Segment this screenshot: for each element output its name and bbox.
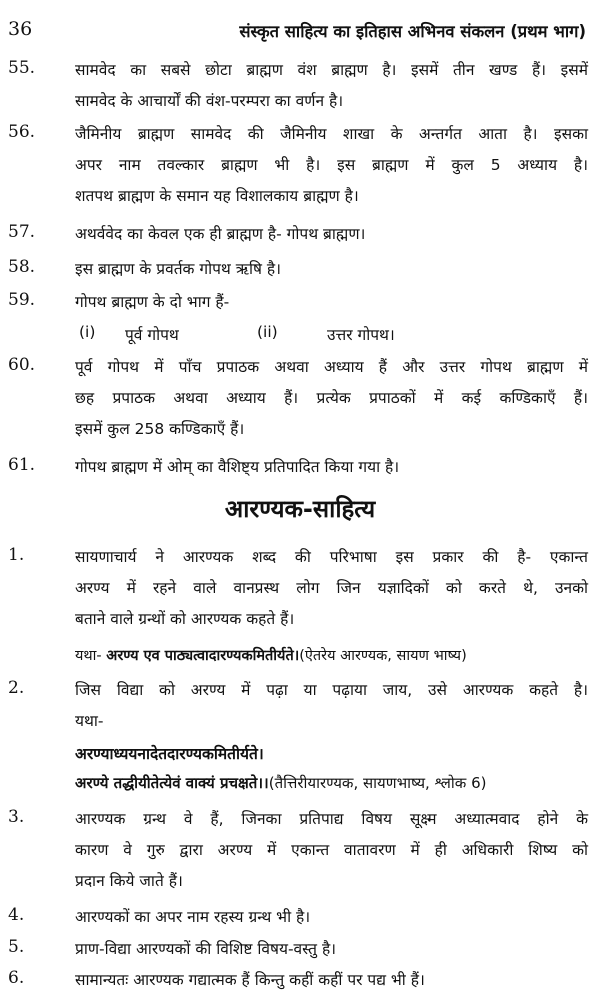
quote-prefix: यथा- bbox=[75, 648, 107, 664]
item-text-line: प्राण-विद्या आरण्यकों की विशिष्ट विषय-वस्तु है। bbox=[75, 940, 337, 958]
quote-reference: (ऐतरेय आरण्यक, सायण भाष्य) bbox=[299, 648, 467, 664]
running-title: संस्कृत साहित्य का इतिहास अभिनव संकलन (प्रथम भाग) bbox=[239, 22, 586, 41]
item-number: 59. bbox=[8, 290, 36, 310]
item-text-line: आरण्यकों का अपर नाम रहस्य ग्रन्थ भी है। bbox=[75, 908, 311, 926]
item-number: 58. bbox=[8, 257, 36, 277]
item-text-line: प्रदान किये जाते हैं। bbox=[75, 872, 183, 890]
part-text-ii: उत्तर गोपथ। bbox=[327, 326, 395, 344]
item-number: 3. bbox=[8, 807, 25, 827]
item-number: 60. bbox=[8, 355, 36, 375]
quote-line bbox=[75, 645, 467, 665]
quote-sanskrit: अरण्य एव पाठ्यत्वादारण्यकमितीर्यते। bbox=[106, 648, 300, 664]
item-text-line: अथर्ववेद का केवल एक ही ब्राह्मण है- गोपथ ब्राह्मण। bbox=[75, 225, 366, 243]
item-text-line: सामान्यतः आरण्यक गद्यात्मक हैं किन्तु कहीं कहीं पर पद्य भी हैं। bbox=[75, 971, 425, 989]
item-text-line: गोपथ ब्राह्मण में ओम् का वैशिष्ट्य प्रतिपादित किया गया है। bbox=[75, 458, 400, 476]
item-number: 4. bbox=[8, 905, 25, 925]
verse-reference: (तैत्तिरीयारण्यक, सायणभाष्य, श्लोक 6) bbox=[268, 774, 487, 792]
item-text-line: गोपथ ब्राह्मण के दो भाग हैं- bbox=[75, 293, 230, 311]
item-text-line: पूर्व गोपथ में पाँच प्रपाठक अथवा अध्याय हैं और उत्तर गोपथ ब्राह्मण में bbox=[75, 358, 588, 376]
verse-text-2: अरण्ये तद्धीयीतेत्येवं वाक्यं प्रचक्षते।। bbox=[75, 774, 269, 792]
item-text-line: कारण वे गुरु द्वारा अरण्य में एकान्त वातावरण में ही अधिकारी शिष्य को bbox=[75, 841, 588, 859]
item-text-line: आरण्यक ग्रन्थ वे हैं, जिनका प्रतिपाद्य विषय सूक्ष्म अध्यात्मवाद होने के bbox=[75, 810, 588, 828]
item-number: 5. bbox=[8, 937, 25, 957]
part-label-ii: (ii) bbox=[257, 323, 278, 341]
item-number: 56. bbox=[8, 122, 36, 142]
item-text-line: सामवेद का सबसे छोटा ब्राह्मण वंश ब्राह्मण है। इसमें तीन खण्ड हैं। इसमें bbox=[75, 61, 588, 79]
item-number: 57. bbox=[8, 222, 36, 242]
item-text-line: अपर नाम तवल्कार ब्राह्मण भी है। इस ब्राह्मण में कुल 5 अध्याय है। bbox=[75, 156, 588, 174]
item-text-line: इस ब्राह्मण के प्रवर्तक गोपथ ऋषि है। bbox=[75, 260, 281, 278]
item-text-line: यथा- bbox=[75, 712, 104, 730]
item-number: 1. bbox=[8, 545, 25, 565]
item-text-line: छह प्रपाठक अथवा अध्याय हैं। प्रत्येक प्रपाठकों में कई कण्डिकाएँ हैं। bbox=[75, 389, 588, 407]
item-text-line: जैमिनीय ब्राह्मण सामवेद की जैमिनीय शाखा के अन्तर्गत आता है। इसका bbox=[75, 125, 588, 143]
item-number: 61. bbox=[8, 455, 36, 475]
verse-line-1: अरण्याध्ययनादेतदारण्यकमितीर्यते। bbox=[75, 745, 264, 763]
item-text-line: शतपथ ब्राह्मण के समान यह विशालकाय ब्राह्मण है। bbox=[75, 187, 359, 205]
item-text-line: अरण्य में रहने वाले वानप्रस्थ लोग जिन यज्ञादिकों को करते थे, उनको bbox=[75, 579, 588, 597]
page-header bbox=[0, 18, 600, 48]
item-number: 6. bbox=[8, 968, 25, 988]
item-text-line: जिस विद्या को अरण्य में पढ़ा या पढ़ाया जाय, उसे आरण्यक कहते है। bbox=[75, 681, 588, 699]
item-number: 2. bbox=[8, 678, 25, 698]
part-label-i: (i) bbox=[79, 323, 96, 341]
item-text-line: सामवेद के आचार्यों की वंश-परम्परा का वर्णन है। bbox=[75, 92, 344, 110]
item-number: 55. bbox=[8, 58, 36, 78]
item-text-line: सायणाचार्य ने आरण्यक शब्द की परिभाषा इस प्रकार की है- एकान्त bbox=[75, 548, 588, 566]
part-text-i: पूर्व गोपथ bbox=[125, 326, 179, 344]
item-text-line: इसमें कुल 258 कण्डिकाएँ हैं। bbox=[75, 420, 245, 438]
page-number: 36 bbox=[8, 18, 33, 40]
section-heading: आरण्यक-साहित्य bbox=[224, 495, 376, 523]
verse-line-2 bbox=[75, 773, 486, 793]
item-text-line: बताने वाले ग्रन्थों को आरण्यक कहते हैं। bbox=[75, 610, 295, 628]
